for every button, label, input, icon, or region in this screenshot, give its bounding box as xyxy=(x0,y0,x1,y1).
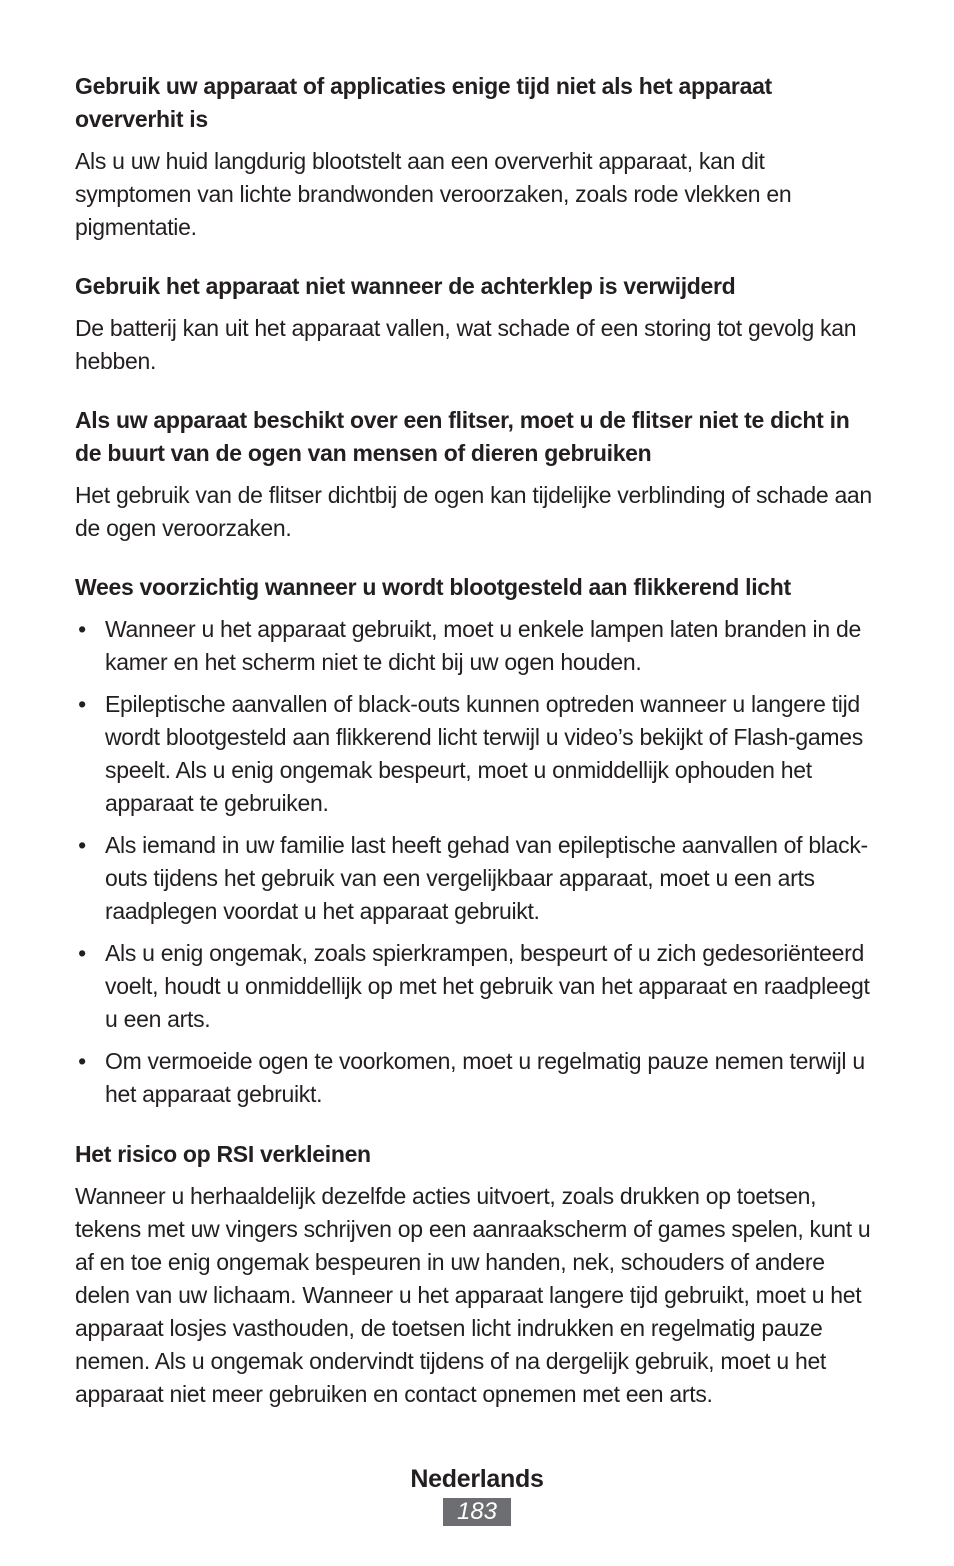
section-flash xyxy=(75,404,880,545)
bullet-icon: • xyxy=(78,832,86,858)
section-paragraph: Wanneer u herhaaldelijk dezelfde acties uitvoert, zoals drukken op toetsen, tekens met uw vingers schrijven op een aanraakscherm of games spelen, kunt u af en toe enig ongemak bespeuren in uw handen, nek, schouders of andere delen van uw lichaam. Wanneer u het apparaat langere tijd gebruikt, moet u het apparaat losjes vasthouden, de toetsen licht indrukken en regelmatig pauze nemen. Als u ongemak ondervindt tijdens of na dergelijk gebruik, moet u het apparaat niet meer gebruiken en contact opnemen met een arts. xyxy=(75,1183,871,1407)
section-paragraph: Het gebruik van de flitser dichtbij de ogen kan tijdelijke verblinding of schade aan de ogen veroorzaken. xyxy=(75,482,872,541)
bullet-icon: • xyxy=(78,691,86,717)
section-heading: Als uw apparaat beschikt over een flitser, moet u de flitser niet te dicht in de buurt van de ogen van mensen of dieren gebruiken xyxy=(75,407,850,466)
section-overheating xyxy=(75,70,880,244)
section-paragraph: De batterij kan uit het apparaat vallen, wat schade of een storing tot gevolg kan hebben. xyxy=(75,315,857,374)
list-item xyxy=(75,1045,880,1111)
section-heading: Gebruik het apparaat niet wanneer de achterklep is verwijderd xyxy=(75,273,736,299)
list-item-text: Epileptische aanvallen of black-outs kunnen optreden wanneer u langere tijd wordt blootgesteld aan flikkerend licht terwijl u video’s bekijkt of Flash-games speelt. Als u enig ongemak bespeurt, moet u onmiddellijk ophouden het apparaat te gebruiken. xyxy=(105,691,863,816)
bullet-icon: • xyxy=(78,1048,86,1074)
section-heading: Wees voorzichtig wanneer u wordt blootgesteld aan flikkerend licht xyxy=(75,574,791,600)
list-item xyxy=(75,937,880,1036)
list-item-text: Als u enig ongemak, zoals spierkrampen, bespeurt of u zich gedesoriënteerd voelt, houdt u onmiddellijk op met het gebruik van het apparaat en raadpleegt u een arts. xyxy=(105,940,870,1032)
bullet-list xyxy=(75,613,880,1111)
section-flickering-light xyxy=(75,571,880,1111)
list-item xyxy=(75,613,880,679)
section-rsi xyxy=(75,1138,880,1411)
section-heading: Het risico op RSI verkleinen xyxy=(75,1141,371,1167)
list-item xyxy=(75,829,880,928)
bullet-icon: • xyxy=(78,940,86,966)
section-paragraph: Als u uw huid langdurig blootstelt aan een oververhit apparaat, kan dit symptomen van lichte brandwonden veroorzaken, zoals rode vlekken en pigmentatie. xyxy=(75,148,792,240)
list-item xyxy=(75,688,880,820)
page-number: 183 xyxy=(443,1498,511,1526)
footer-language: Nederlands xyxy=(410,1465,544,1493)
section-back-cover xyxy=(75,270,880,378)
list-item-text: Wanneer u het apparaat gebruikt, moet u enkele lampen laten branden in de kamer en het scherm niet te dicht bij uw ogen houden. xyxy=(105,616,861,675)
list-item-text: Om vermoeide ogen te voorkomen, moet u regelmatig pauze nemen terwijl u het apparaat gebruikt. xyxy=(105,1048,865,1107)
document-page xyxy=(75,70,880,1411)
page-footer xyxy=(0,1462,954,1526)
bullet-icon: • xyxy=(78,616,86,642)
section-heading: Gebruik uw apparaat of applicaties enige tijd niet als het apparaat oververhit is xyxy=(75,73,772,132)
list-item-text: Als iemand in uw familie last heeft gehad van epileptische aanvallen of black-outs tijdens het gebruik van een vergelijkbaar apparaat, moet u een arts raadplegen voordat u het apparaat gebruikt. xyxy=(105,832,868,924)
